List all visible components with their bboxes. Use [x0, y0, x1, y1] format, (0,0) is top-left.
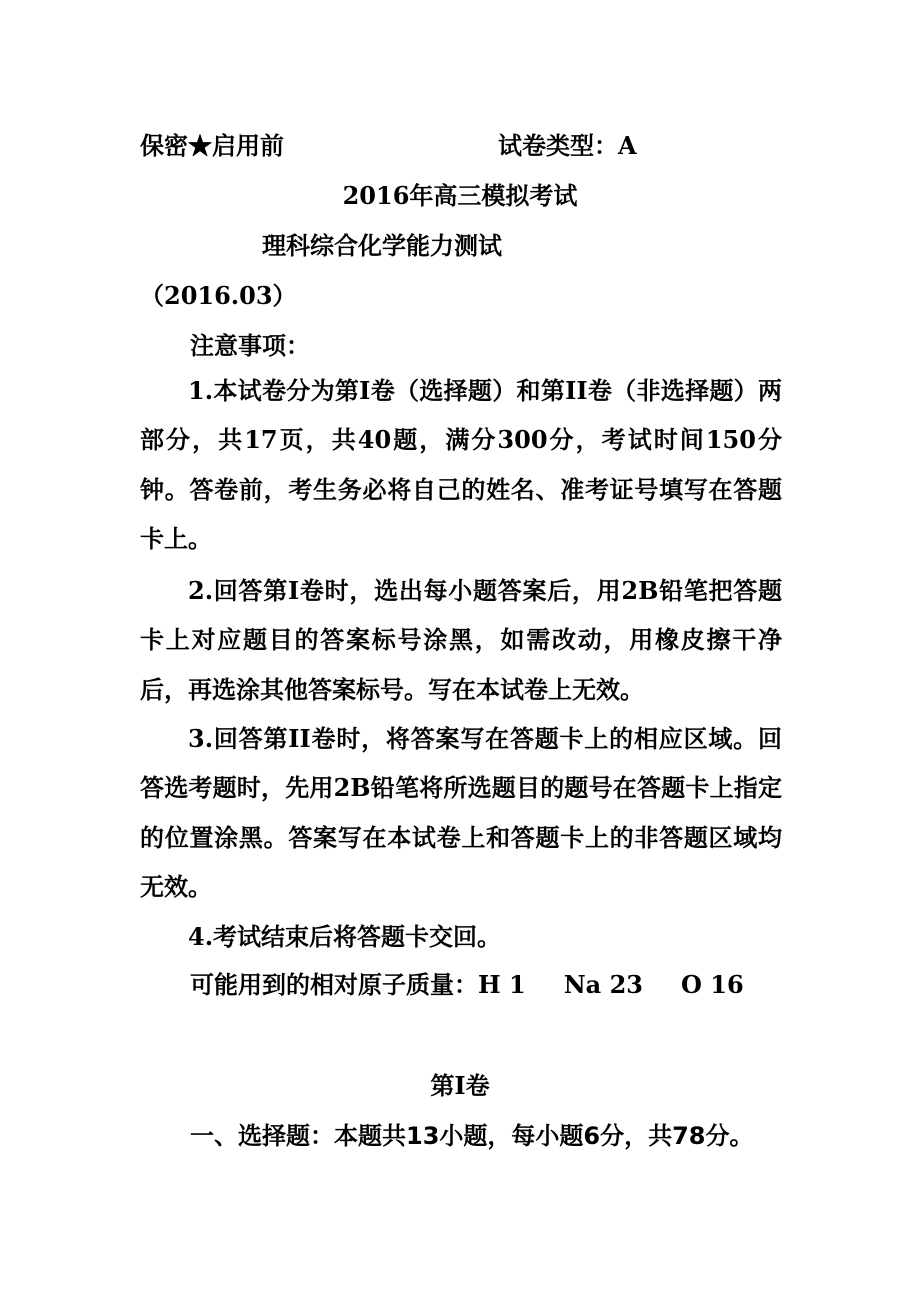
atomic-mass-label: 可能用到的相对原子质量： — [190, 970, 478, 999]
notice-item-2: 2.回答第I卷时，选出每小题答案后，用2B铅笔把答题卡上对应题目的答案标号涂黑，如需改动，用橡皮擦干净后，再选涂其他答案标号。写在本试卷上无效。 — [140, 576, 782, 704]
notice-heading: 注意事项： — [190, 331, 310, 360]
atomic-mass-line — [190, 970, 744, 1000]
atomic-mass-na: Na 23 — [563, 970, 643, 999]
section-instruction: 一、选择题：本题共13小题，每小题6分，共78分。 — [190, 1122, 754, 1150]
exam-title: 2016年高三模拟考试 — [342, 181, 578, 210]
atomic-mass-o: O 16 — [680, 970, 744, 999]
paper-type-label: 试卷类型：A — [498, 131, 637, 160]
subject-title: 理科综合化学能力测试 — [262, 231, 502, 260]
atomic-mass-h: H 1 — [478, 970, 526, 999]
section-title: 第I卷 — [430, 1071, 490, 1100]
exam-date: （2016.03） — [140, 281, 297, 310]
notice-item-4: 4.考试结束后将答题卡交回。 — [188, 922, 502, 951]
notice-item-1: 1.本试卷分为第I卷（选择题）和第II卷（非选择题）两部分，共17页，共40题，满分300分，考试时间150分钟。答卷前，考生务必将自己的姓名、准考证号填写在答题卡上。 — [140, 376, 782, 553]
confidential-label: 保密★启用前 — [140, 131, 284, 160]
notice-item-3: 3.回答第II卷时，将答案写在答题卡上的相应区域。回答选考题时，先用2B铅笔将所选题目的题号在答题卡上指定的位置涂黑。答案写在本试卷上和答题卡上的非答题区域均无效。 — [140, 724, 782, 901]
